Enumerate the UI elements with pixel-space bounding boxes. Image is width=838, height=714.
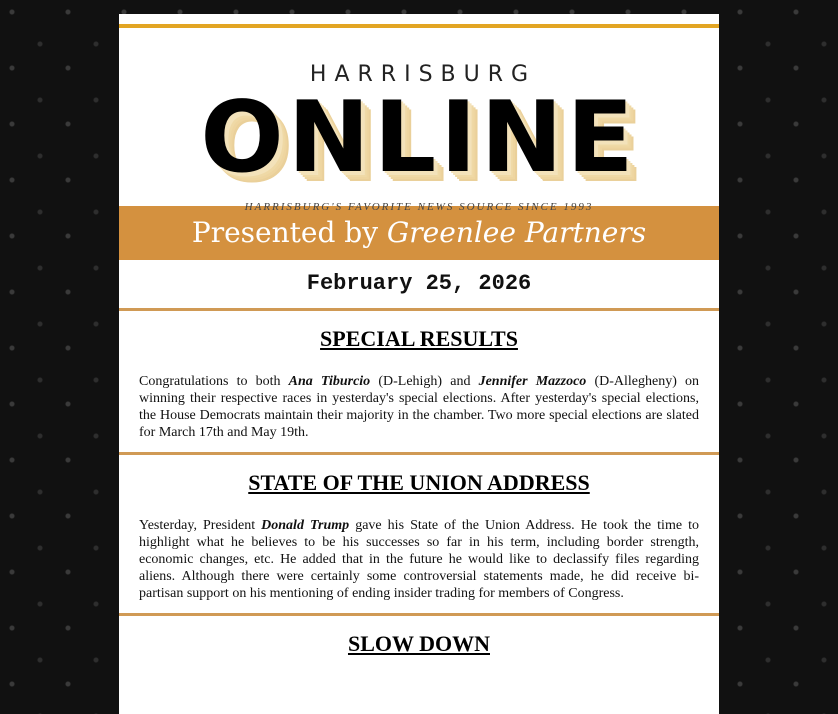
sponsor-name[interactable]: Greenlee Partners (386, 216, 647, 249)
article-heading: STATE OF THE UNION ADDRESS (248, 470, 590, 495)
body-text: Yesterday, President (139, 518, 262, 533)
masthead-title: ONLINE (200, 81, 638, 195)
body-text: Congratulations to both (139, 374, 289, 389)
person-name: Jennifer Mazzoco (478, 374, 587, 389)
person-name: Ana Tiburcio (288, 374, 371, 389)
body-text: gave his State of the Union Address. He took the time to highlight what he believes to be his successes so far in his term, including border strength, economic changes, etc. He added that in the future he would like to declassify files regarding aliens. Although there were certainly some controversial statements made, he did receive bi-partisan support on his mentioning of ending insider trading for members of Congress. (139, 518, 699, 601)
masthead-city: HARRISBURG (309, 62, 537, 87)
body-text: (D-Allegheny) on winning their respective races in yesterday's special elections. After yesterday's special elections, the House Democrats maintain their majority in the chamber. Two more special elections are slated for March 17th and May 19th. (139, 374, 699, 440)
article-slow-down (119, 616, 719, 666)
article-state-of-the-union (119, 455, 719, 616)
person-name: Donald Trump (261, 518, 350, 533)
newsletter-sheet (119, 14, 719, 714)
article-body (139, 517, 699, 602)
sponsor-banner[interactable] (119, 206, 719, 260)
issue-date: February 25, 2026 (119, 260, 719, 311)
sponsor-prefix: Presented by (191, 216, 387, 249)
article-heading: SLOW DOWN (347, 631, 490, 656)
body-text: (D-Lehigh) and (370, 374, 479, 389)
article-body (139, 373, 699, 441)
article-heading: SPECIAL RESULTS (320, 326, 518, 351)
article-special-results (119, 311, 719, 455)
masthead (119, 28, 719, 206)
